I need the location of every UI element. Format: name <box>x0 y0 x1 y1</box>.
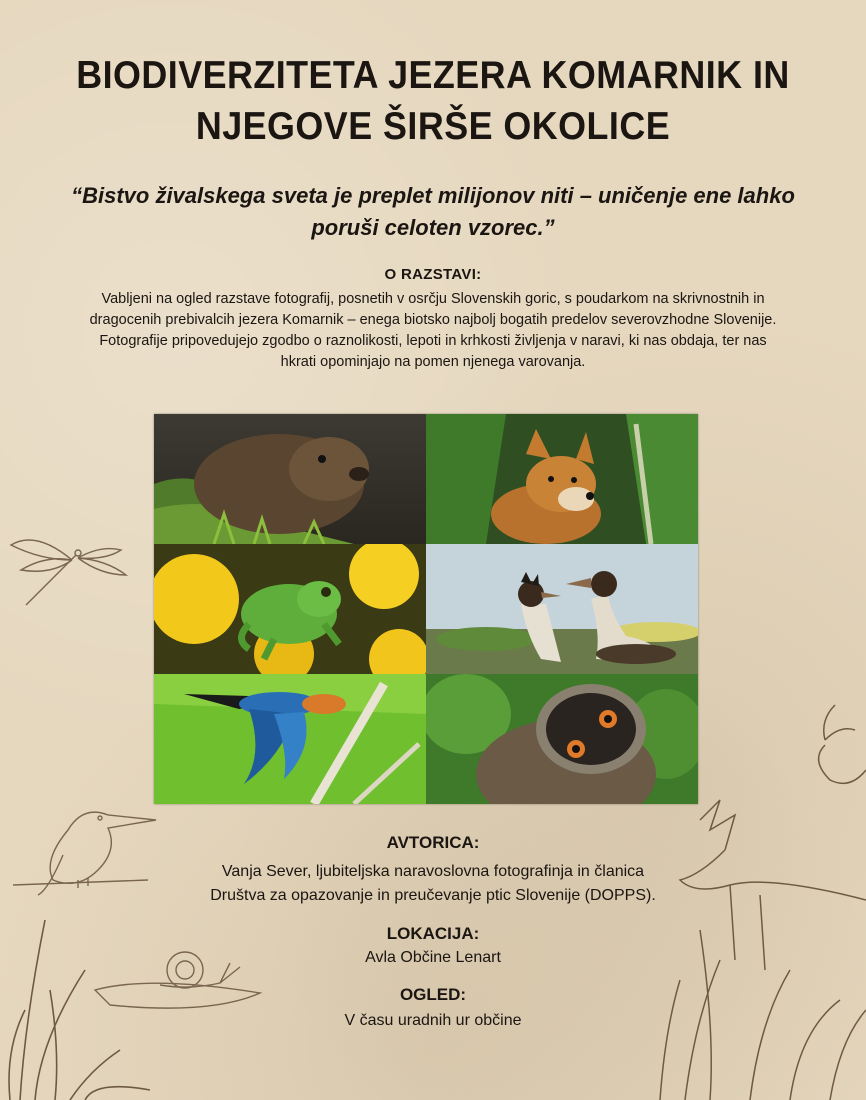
viewing-text: V času uradnih ur občine <box>344 1012 522 1029</box>
location-text: Avla Občine Lenart <box>365 949 501 966</box>
reeds-left-sketch <box>0 900 200 1100</box>
fox-photo <box>426 414 698 544</box>
quote-line-2: poruši celoten vzorec.” <box>311 215 555 240</box>
tree-frog-photo <box>154 544 426 674</box>
grebes-photo <box>426 544 698 674</box>
about-line: dragocenih prebivalcih jezera Komarnik – enega biotsko najbolj bogatih predelov severovzhodne Slovenije. <box>89 312 777 328</box>
about-line: hkrati opominjajo na pomen njenega varovanja. <box>280 354 586 370</box>
dragonfly-sketch <box>6 520 131 610</box>
viewing-heading: OGLED: <box>399 985 467 1004</box>
deer-and-reeds-sketch <box>640 700 866 1100</box>
kingfisher-photo <box>154 674 426 804</box>
about-line: Fotografije pripovedujejo zgodbo o raznolikosti, lepoti in krhkosti življenja v naravi, ki nas obdaja, ter nas <box>99 333 767 349</box>
title-line-2: NJEGOVE ŠIRŠE OKOLICE <box>195 105 671 148</box>
title-line-1: BIODIVERZITETA JEZERA KOMARNIK IN <box>76 54 790 97</box>
location-heading: LOKACIJA: <box>386 924 480 943</box>
about-heading: O RAZSTAVI: <box>384 266 482 283</box>
beaver-photo <box>154 414 426 544</box>
quote <box>40 180 826 244</box>
author-line-1: Vanja Sever, ljubiteljska naravoslovna fotografinja in članica <box>221 863 645 880</box>
author-line-2: Društva za opazovanje in preučevanje ptic Slovenije (DOPPS). <box>210 887 656 904</box>
author-heading: AVTORICA: <box>386 833 480 852</box>
quote-line-1: “Bistvo živalskega sveta je preplet milijonov niti – uničenje ene lahko <box>71 183 795 208</box>
kingfisher-sketch <box>8 800 158 900</box>
poster-title <box>35 50 832 152</box>
about-line: Vabljeni na ogled razstave fotografij, posnetih v osrčju Slovenskih goric, s poudarkom na skrivnostnih in <box>101 291 765 307</box>
photo-collage <box>154 414 698 804</box>
about-text <box>40 289 826 373</box>
